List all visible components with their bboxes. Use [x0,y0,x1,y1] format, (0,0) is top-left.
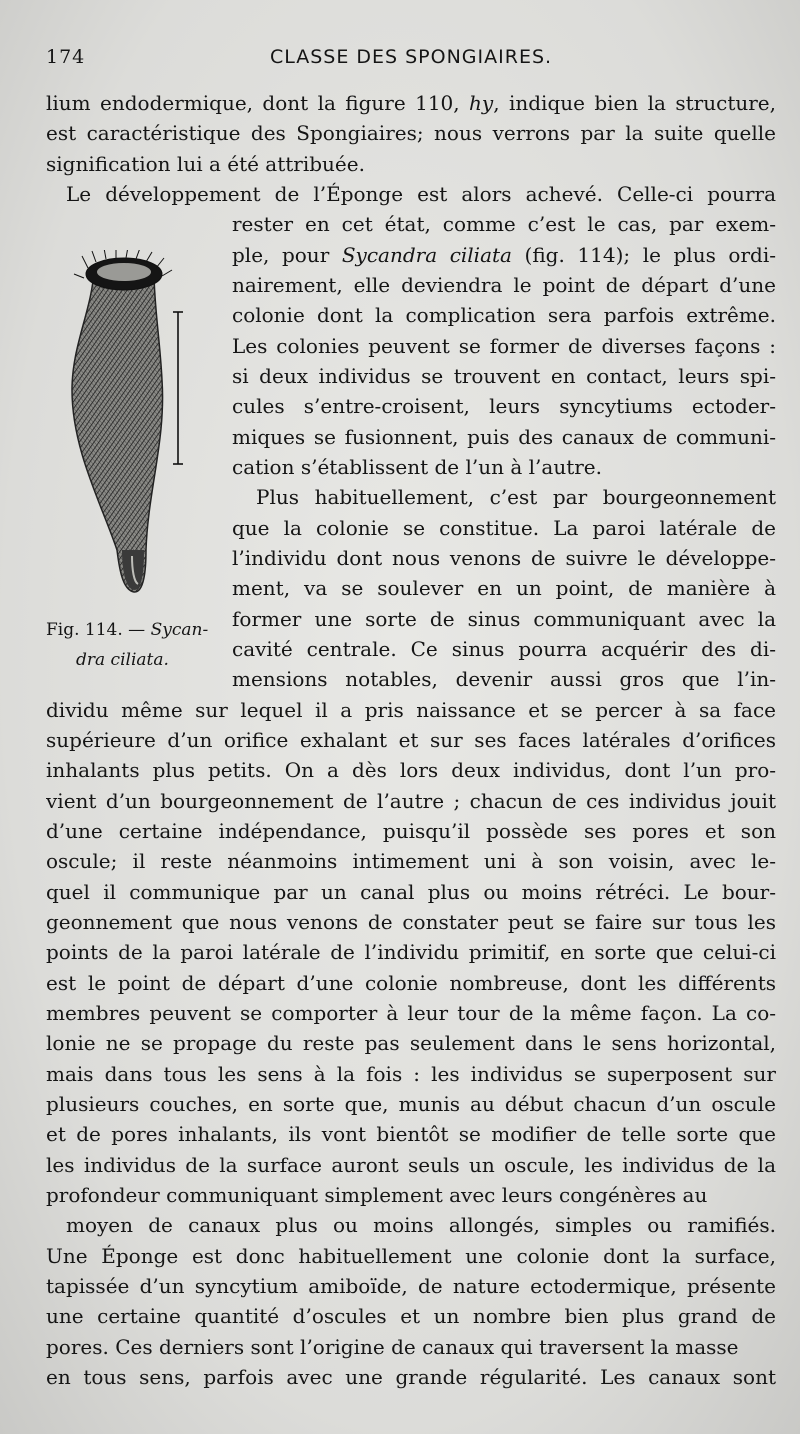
text-line: vient d’un bourgeonnement de l’autre ; chacun de ces individus jouit [46,788,776,813]
sponge-illustration-icon [62,250,190,600]
text-line: Les colonies peuvent se former de diverses façons : [232,333,776,358]
text-line: miques se fusionnent, puis des canaux de communi- [232,424,776,449]
figure-sycandra-ciliata [62,250,190,600]
text-line: lium endodermique, dont la figure 110, hy, indique bien la structure, [46,91,776,115]
text-line: cavité centrale. Ce sinus pourra acquérir des di- [232,636,776,661]
text-line: former une sorte de sinus communiquant avec la [232,606,776,631]
text-line: dividu même sur lequel il a pris naissance et se percer à sa face [46,697,776,722]
text-line: une certaine quantité d’oscules et un nombre bien plus grand de [46,1304,776,1329]
text-line: rester en cet état, comme c’est le cas, par exem- [232,212,776,237]
text-line: que la colonie se constitue. La paroi latérale de [232,515,776,540]
text-line: nairement, elle deviendra le point de départ d’une [232,272,776,297]
text-line: membres peuvent se comporter à leur tour de la même façon. La co- [46,1000,776,1025]
text-line: colonie dont la complication sera parfois extrême. [232,303,776,328]
text-line: est le point de départ d’une colonie nombreuse, dont les différents [46,970,776,995]
text-line: l’individu dont nous venons de suivre le développe- [232,545,776,570]
text-line: supérieure d’un orifice exhalant et sur ses faces latérales d’orifices [46,727,776,752]
text-line: ple, pour Sycandra ciliata (fig. 114); le plus ordi- [232,242,776,267]
page-header [46,46,776,76]
text-line: pores. Ces derniers sont l’origine de canaux qui traversent la masse [46,1334,739,1359]
text-line: quel il communique par un canal plus ou moins rétréci. Le bour- [46,879,776,904]
caption-species-1: Sycan- [150,620,209,640]
text-line: est caractéristique des Spongiaires; nous verrons par la suite quelle [46,121,776,146]
running-title: CLASSE DES SPONGIAIRES. [269,46,553,68]
caption-number: Fig. 114. — [46,620,151,640]
text-line: Plus habituellement, c’est par bourgeonnement [256,485,776,510]
text-line: oscule; il reste néanmoins intimement uni à son voisin, avec le- [46,849,776,874]
text-line: moyen de canaux plus ou moins allongés, simples ou ramifiés. [66,1213,776,1238]
text-line: profondeur communiquant simplement avec leurs congénères au [46,1182,708,1207]
text-line: cules s’entre-croisent, leurs syncytiums ectoder- [232,394,776,419]
figure-caption [46,615,226,675]
text-line: en tous sens, parfois avec une grande régularité. Les canaux sont [46,1364,776,1389]
text-line: cation s’établissent de l’un à l’autre. [232,454,602,479]
page-number: 174 [46,46,86,68]
text-line: ment, va se soulever en un point, de manière à [232,576,776,601]
text-line: plusieurs couches, en sorte que, munis au début chacun d’un oscule [46,1091,776,1116]
text-line: si deux individus se trouvent en contact, leurs spi- [232,363,776,388]
text-line: tapissée d’un syncytium amiboïde, de nature ectodermique, présente [46,1273,776,1298]
text-line: inhalants plus petits. On a dès lors deux individus, dont l’un pro- [46,758,776,783]
text-line: signification lui a été attribuée. [46,151,365,176]
text-line: d’une certaine indépendance, puisqu’il possède ses pores et son [46,818,776,843]
text-line: Une Éponge est donc habituellement une colonie dont la surface, [46,1243,776,1268]
text-line: les individus de la surface auront seuls un oscule, les individus de la [46,1152,776,1177]
text-line: lonie ne se propage du reste pas seulement dans le sens horizontal, [46,1031,776,1056]
text-line: points de la paroi latérale de l’individu primitif, en sorte que celui-ci [46,940,776,965]
text-line: mensions notables, devenir aussi gros que l’in- [232,667,776,692]
text-line: Le développement de l’Éponge est alors achevé. Celle-ci pourra [66,181,776,206]
caption-species-2: dra ciliata. [76,650,169,670]
text-line: geonnement que nous venons de constater peut se faire sur tous les [46,909,776,934]
text-line: et de pores inhalants, ils vont bientôt se modifier de telle sorte que [46,1122,776,1147]
text-line: mais dans tous les sens à la fois : les individus se superposent sur [46,1061,776,1086]
